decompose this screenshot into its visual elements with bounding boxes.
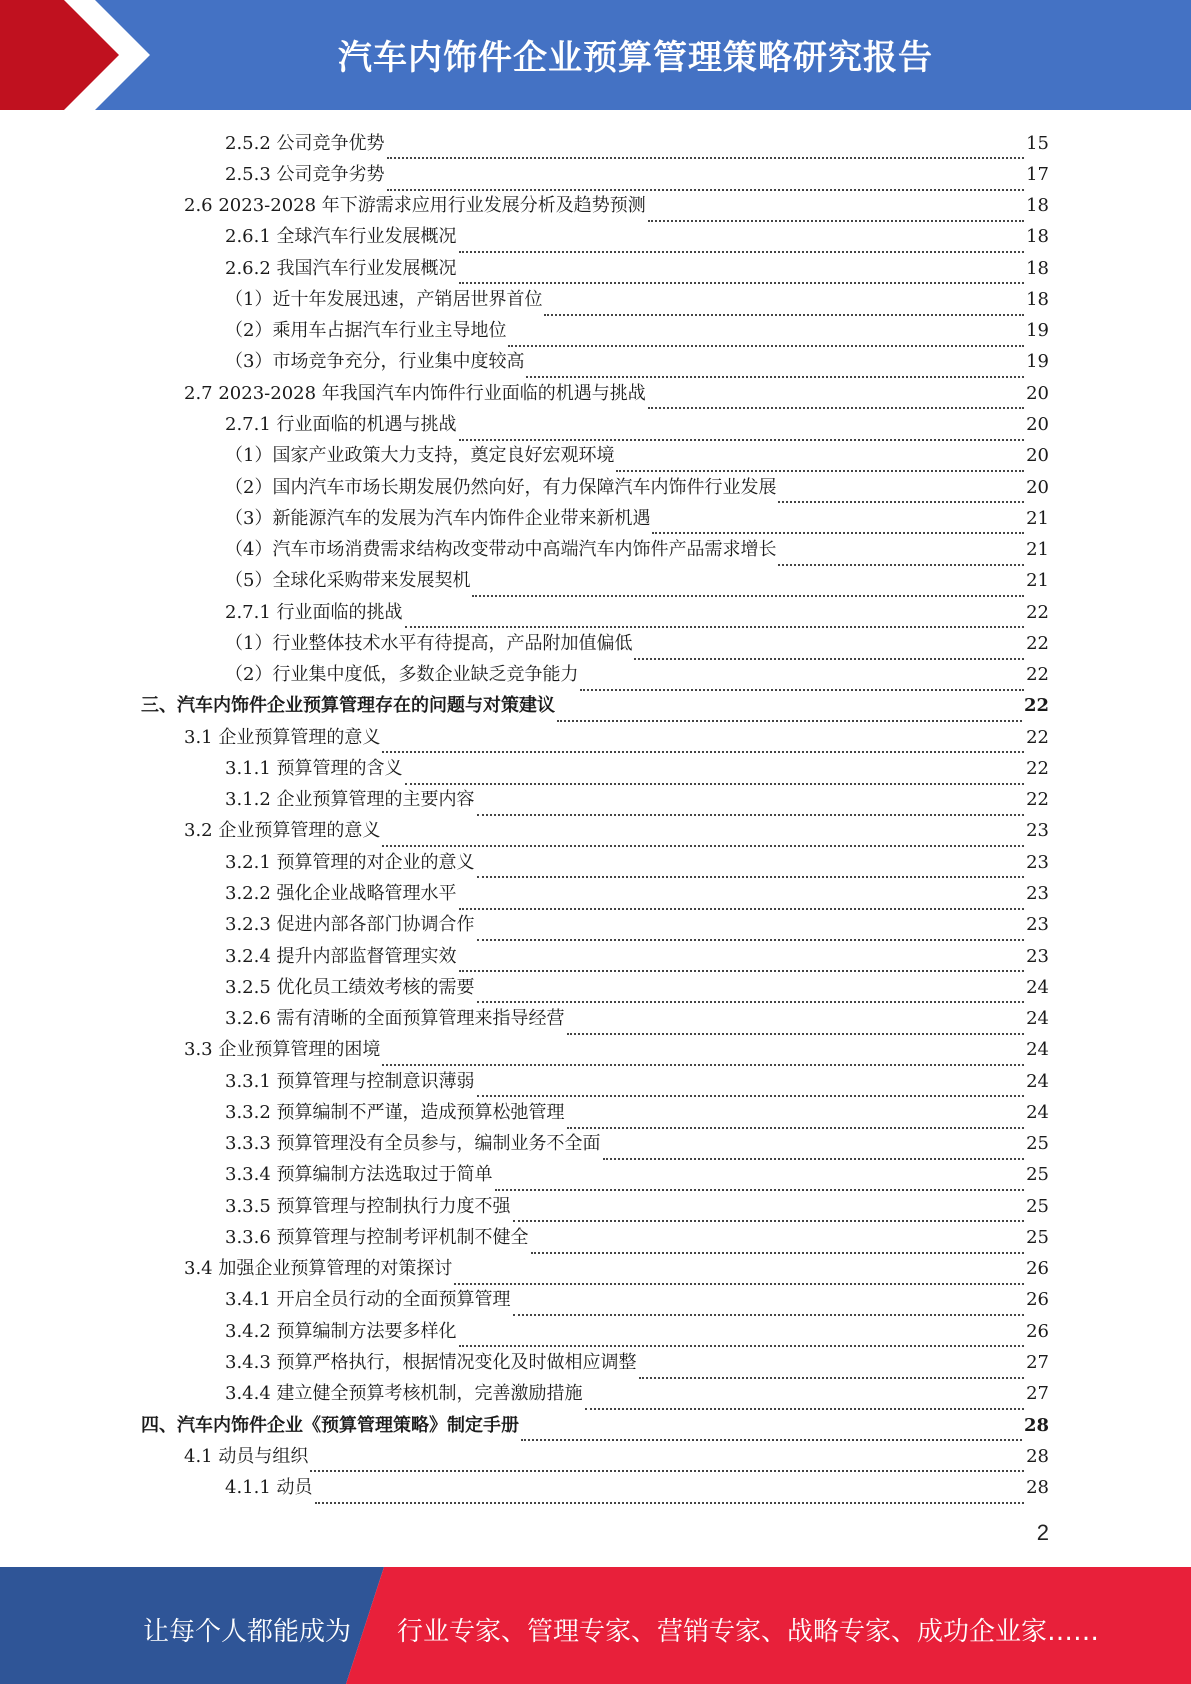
toc-entry-page: 21 — [1026, 539, 1049, 561]
toc-entry-page: 28 — [1026, 1477, 1049, 1499]
toc-entry-page: 20 — [1026, 382, 1049, 404]
toc-entry-page: 27 — [1026, 1351, 1049, 1373]
toc-entry[interactable] — [141, 628, 1049, 659]
toc-entry[interactable] — [141, 409, 1049, 440]
toc-entry-title: 3.3.4 预算编制方法选取过于简单 — [225, 1164, 493, 1186]
toc-entry[interactable] — [141, 753, 1049, 784]
toc-dot-leader — [387, 183, 1025, 191]
toc-entry-title: （2）乘用车占据汽车行业主导地位 — [225, 320, 507, 342]
toc-dot-leader — [477, 1089, 1025, 1097]
page-header — [0, 0, 1191, 110]
toc-entry-page: 23 — [1026, 914, 1049, 936]
footer-slogan-left: 让每个人都能成为 — [143, 1617, 352, 1647]
toc-entry-title: 3.2.5 优化员工绩效考核的需要 — [225, 976, 475, 998]
toc-entry-page: 27 — [1026, 1383, 1049, 1405]
toc-entry-page: 23 — [1026, 820, 1049, 842]
toc-entry[interactable] — [141, 1316, 1049, 1347]
toc-entry-title: （3）市场竞争充分，行业集中度较高 — [225, 351, 525, 373]
toc-dot-leader — [315, 1496, 1025, 1504]
toc-dot-leader — [459, 276, 1025, 284]
toc-entry-title: 2.7.1 行业面临的机遇与挑战 — [225, 414, 457, 436]
toc-dot-leader — [459, 964, 1025, 972]
toc-entry[interactable] — [141, 1472, 1049, 1503]
toc-entry[interactable] — [141, 128, 1049, 159]
toc-dot-leader — [477, 995, 1025, 1003]
toc-dot-leader — [616, 464, 1024, 472]
toc-entry[interactable] — [141, 660, 1049, 691]
toc-entry-title: 四、汽车内饰件企业《预算管理策略》制定手册 — [141, 1414, 519, 1436]
toc-entry[interactable] — [141, 159, 1049, 190]
toc-entry-title: （5）全球化采购带来发展契机 — [225, 570, 471, 592]
toc-entry-title: 4.1.1 动员 — [225, 1477, 313, 1499]
toc-entry-title: 3.1.2 企业预算管理的主要内容 — [225, 789, 475, 811]
toc-dot-leader — [459, 902, 1025, 910]
toc-entry-title: 3.2.4 提升内部监督管理实效 — [225, 945, 457, 967]
toc-entry-page: 24 — [1026, 1101, 1049, 1123]
toc-entry-page: 23 — [1026, 945, 1049, 967]
toc-entry-page: 28 — [1023, 1414, 1049, 1436]
toc-entry[interactable] — [141, 1222, 1049, 1253]
toc-entry-page: 24 — [1026, 1070, 1049, 1092]
toc-dot-leader — [531, 1246, 1025, 1254]
toc-entry[interactable] — [141, 847, 1049, 878]
toc-dot-leader — [526, 370, 1024, 378]
table-of-contents — [141, 128, 1049, 1504]
toc-dot-leader — [648, 401, 1024, 409]
toc-entry-title: 3.3.6 预算管理与控制考评机制不健全 — [225, 1226, 529, 1248]
toc-dot-leader — [567, 1027, 1025, 1035]
toc-entry[interactable] — [141, 1285, 1049, 1316]
toc-dot-leader — [513, 1214, 1025, 1222]
toc-entry-title: 3.1.1 预算管理的含义 — [225, 757, 403, 779]
toc-dot-leader — [778, 495, 1024, 503]
toc-entry-title: 2.6.1 全球汽车行业发展概况 — [225, 226, 457, 248]
toc-entry-page: 18 — [1026, 257, 1049, 279]
toc-dot-leader — [459, 1339, 1025, 1347]
toc-dot-leader — [585, 1402, 1025, 1410]
toc-dot-leader — [477, 870, 1025, 878]
toc-entry-page: 26 — [1026, 1289, 1049, 1311]
toc-entry-page: 20 — [1026, 476, 1049, 498]
toc-entry-page: 26 — [1026, 1320, 1049, 1342]
toc-entry-title: （1）国家产业政策大力支持，奠定良好宏观环境 — [225, 445, 615, 467]
toc-dot-leader — [557, 714, 1022, 722]
toc-dot-leader — [405, 620, 1025, 628]
toc-entry-page: 25 — [1026, 1226, 1049, 1248]
toc-dot-leader — [472, 589, 1024, 597]
toc-entry-page: 20 — [1026, 445, 1049, 467]
toc-dot-leader — [639, 1371, 1025, 1379]
toc-entry-page: 22 — [1026, 601, 1049, 623]
page-footer — [0, 1567, 1191, 1684]
toc-entry-page: 22 — [1026, 664, 1049, 686]
toc-entry[interactable] — [141, 253, 1049, 284]
toc-entry-page: 17 — [1026, 163, 1049, 185]
toc-entry-title: （1）近十年发展迅速，产销居世界首位 — [225, 288, 543, 310]
toc-entry[interactable] — [141, 1003, 1049, 1034]
toc-entry-page: 18 — [1026, 226, 1049, 248]
toc-dot-leader — [477, 808, 1025, 816]
toc-dot-leader — [387, 151, 1025, 159]
toc-dot-leader — [544, 308, 1024, 316]
toc-dot-leader — [477, 933, 1025, 941]
toc-entry-title: 2.6.2 我国汽车行业发展概况 — [225, 257, 457, 279]
toc-dot-leader — [454, 1277, 1024, 1285]
toc-entry-page: 25 — [1026, 1195, 1049, 1217]
toc-entry[interactable] — [141, 722, 1049, 753]
toc-entry-title: （3）新能源汽车的发展为汽车内饰件企业带来新机遇 — [225, 507, 651, 529]
toc-entry[interactable] — [141, 191, 1049, 222]
toc-entry[interactable] — [141, 284, 1049, 315]
toc-entry-title: 三、汽车内饰件企业预算管理存在的问题与对策建议 — [141, 695, 555, 717]
toc-entry[interactable] — [141, 534, 1049, 565]
toc-dot-leader — [652, 526, 1024, 534]
toc-entry-page: 24 — [1026, 1039, 1049, 1061]
toc-dot-leader — [459, 433, 1025, 441]
toc-entry[interactable] — [141, 1160, 1049, 1191]
toc-entry[interactable] — [141, 1379, 1049, 1410]
toc-entry-title: （2）行业集中度低，多数企业缺乏竞争能力 — [225, 664, 579, 686]
footer-slogan-right: 行业专家、管理专家、营销专家、战略专家、成功企业家…… — [397, 1617, 1100, 1647]
toc-entry[interactable] — [141, 441, 1049, 472]
toc-entry-page: 21 — [1026, 507, 1049, 529]
toc-entry[interactable] — [141, 972, 1049, 1003]
toc-entry[interactable] — [141, 1191, 1049, 1222]
toc-entry-title: 3.2 企业预算管理的意义 — [184, 820, 381, 842]
toc-entry-page: 23 — [1026, 851, 1049, 873]
toc-entry[interactable] — [141, 503, 1049, 534]
toc-entry-page: 18 — [1026, 195, 1049, 217]
toc-dot-leader — [603, 1152, 1025, 1160]
toc-entry-page: 19 — [1026, 320, 1049, 342]
toc-entry[interactable] — [141, 378, 1049, 409]
toc-dot-leader — [310, 1464, 1024, 1472]
toc-dot-leader — [778, 558, 1024, 566]
toc-entry-page: 25 — [1026, 1164, 1049, 1186]
toc-entry-page: 25 — [1026, 1133, 1049, 1155]
toc-entry-title: 3.2.1 预算管理的对企业的意义 — [225, 851, 475, 873]
toc-entry-title: 2.5.2 公司竞争优势 — [225, 132, 385, 154]
toc-entry-title: （1）行业整体技术水平有待提高，产品附加值偏低 — [225, 632, 633, 654]
toc-dot-leader — [513, 1308, 1025, 1316]
toc-entry[interactable] — [141, 785, 1049, 816]
toc-entry[interactable] — [141, 597, 1049, 628]
toc-entry-page: 22 — [1026, 726, 1049, 748]
toc-entry-title: 2.5.3 公司竞争劣势 — [225, 163, 385, 185]
toc-entry-title: 3.3.5 预算管理与控制执行力度不强 — [225, 1195, 511, 1217]
toc-entry-title: 2.7.1 行业面临的挑战 — [225, 601, 403, 623]
toc-dot-leader — [648, 214, 1024, 222]
toc-entry[interactable] — [141, 222, 1049, 253]
toc-entry-page: 24 — [1026, 976, 1049, 998]
toc-entry[interactable] — [141, 472, 1049, 503]
toc-entry-title: （4）汽车市场消费需求结构改变带动中高端汽车内饰件产品需求增长 — [225, 539, 777, 561]
toc-entry-title: 3.4.3 预算严格执行，根据情况变化及时做相应调整 — [225, 1351, 637, 1373]
toc-entry-page: 22 — [1026, 632, 1049, 654]
toc-entry-page: 22 — [1026, 789, 1049, 811]
toc-entry-title: 2.6 2023-2028 年下游需求应用行业发展分析及趋势预测 — [184, 195, 646, 217]
toc-entry-title: 3.1 企业预算管理的意义 — [184, 726, 381, 748]
toc-entry-page: 20 — [1026, 414, 1049, 436]
toc-entry[interactable] — [141, 347, 1049, 378]
toc-entry-title: 3.3.2 预算编制不严谨，造成预算松弛管理 — [225, 1101, 565, 1123]
toc-dot-leader — [521, 1433, 1022, 1441]
toc-dot-leader — [495, 1183, 1025, 1191]
toc-entry-page: 26 — [1026, 1258, 1049, 1280]
toc-entry[interactable] — [141, 1254, 1049, 1285]
toc-entry-title: 3.3.1 预算管理与控制意识薄弱 — [225, 1070, 475, 1092]
toc-dot-leader — [459, 245, 1025, 253]
toc-entry[interactable] — [141, 1066, 1049, 1097]
toc-entry[interactable] — [141, 816, 1049, 847]
toc-entry-title: 2.7 2023-2028 年我国汽车内饰件行业面临的机遇与挑战 — [184, 382, 646, 404]
toc-entry[interactable] — [141, 941, 1049, 972]
toc-dot-leader — [382, 1058, 1024, 1066]
toc-entry-title: 3.2.3 促进内部各部门协调合作 — [225, 914, 475, 936]
toc-dot-leader — [508, 339, 1024, 347]
toc-entry-title: 3.4.4 建立健全预算考核机制，完善激励措施 — [225, 1383, 583, 1405]
toc-entry-page: 18 — [1026, 288, 1049, 310]
report-title: 汽车内饰件企业预算管理策略研究报告 — [338, 38, 933, 78]
toc-entry-title: （2）国内汽车市场长期发展仍然向好，有力保障汽车内饰件行业发展 — [225, 476, 777, 498]
toc-entry[interactable] — [141, 878, 1049, 909]
toc-dot-leader — [634, 652, 1024, 660]
toc-dot-leader — [580, 683, 1024, 691]
toc-entry[interactable] — [141, 1129, 1049, 1160]
toc-entry-page: 22 — [1026, 757, 1049, 779]
toc-dot-leader — [405, 777, 1025, 785]
toc-entry-title: 3.3.3 预算管理没有全员参与，编制业务不全面 — [225, 1133, 601, 1155]
toc-dot-leader — [382, 745, 1024, 753]
toc-entry[interactable] — [141, 316, 1049, 347]
toc-entry[interactable] — [141, 1035, 1049, 1066]
toc-entry[interactable] — [141, 910, 1049, 941]
toc-entry-page: 15 — [1026, 132, 1049, 154]
toc-entry-page: 22 — [1023, 695, 1049, 717]
toc-entry-page: 23 — [1026, 883, 1049, 904]
toc-dot-leader — [382, 839, 1024, 847]
toc-dot-leader — [567, 1121, 1025, 1129]
toc-entry-page: 24 — [1026, 1008, 1049, 1030]
toc-entry[interactable] — [141, 691, 1049, 722]
toc-entry-title: 3.2.2 强化企业战略管理水平 — [225, 883, 457, 904]
toc-entry-title: 3.4.1 开启全员行动的全面预算管理 — [225, 1289, 511, 1311]
page-number: 2 — [1036, 1520, 1049, 1545]
toc-entry-title: 3.4 加强企业预算管理的对策探讨 — [184, 1258, 453, 1280]
toc-entry-title: 3.2.6 需有清晰的全面预算管理来指导经营 — [225, 1008, 565, 1030]
toc-entry[interactable] — [141, 566, 1049, 597]
toc-entry-title: 3.4.2 预算编制方法要多样化 — [225, 1320, 457, 1342]
toc-entry[interactable] — [141, 1410, 1049, 1441]
toc-entry-page: 19 — [1026, 351, 1049, 373]
toc-entry-title: 3.3 企业预算管理的困境 — [184, 1039, 381, 1061]
toc-entry-page: 28 — [1026, 1445, 1049, 1467]
toc-entry[interactable] — [141, 1097, 1049, 1128]
toc-entry-page: 21 — [1026, 570, 1049, 592]
toc-entry-title: 4.1 动员与组织 — [184, 1445, 309, 1467]
toc-entry[interactable] — [141, 1347, 1049, 1378]
toc-entry[interactable] — [141, 1441, 1049, 1472]
